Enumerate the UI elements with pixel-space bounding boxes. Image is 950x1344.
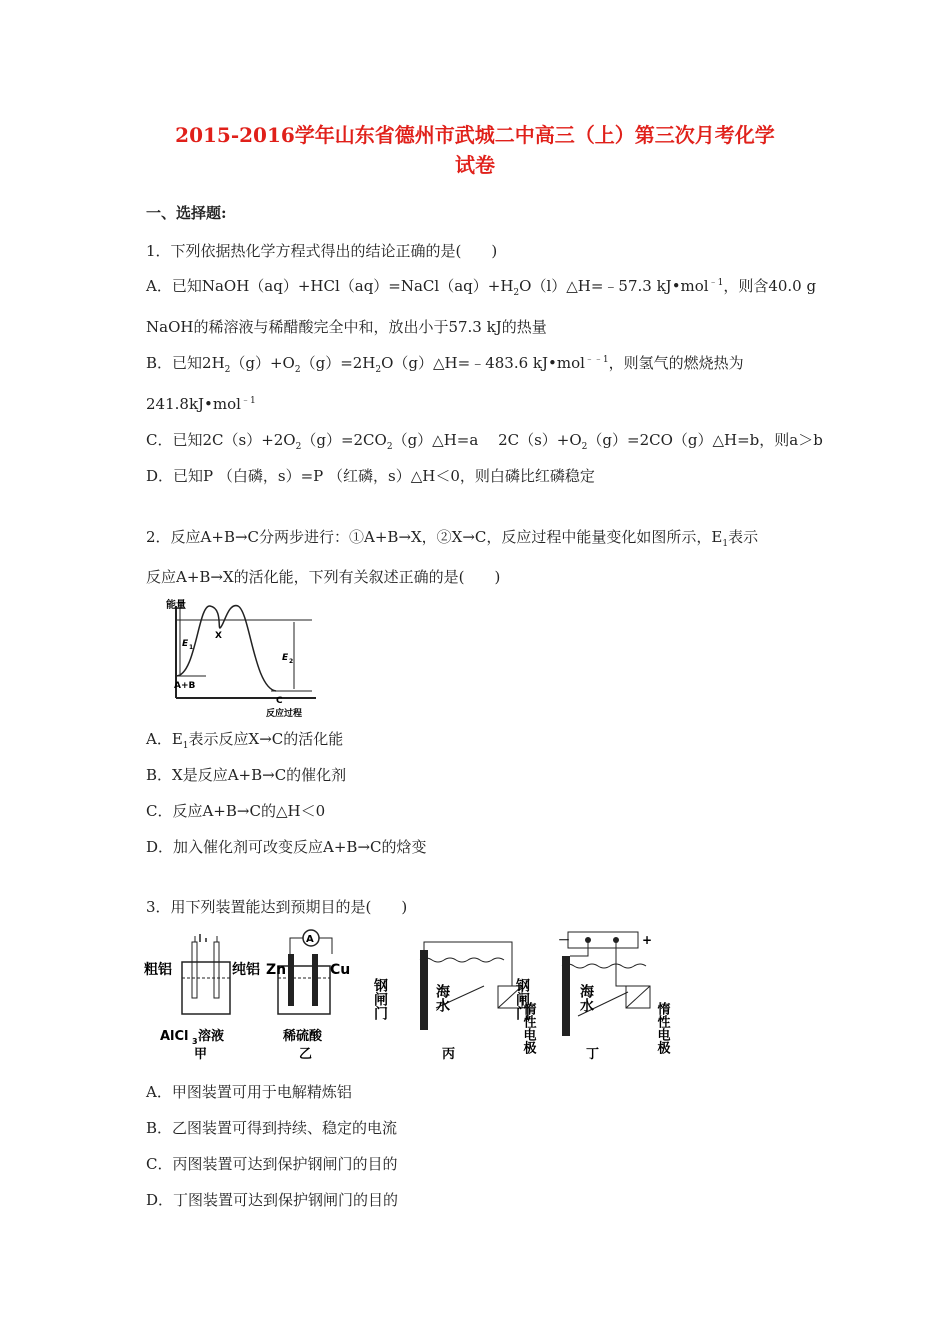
apparatus-yi [266, 930, 350, 1062]
q2-option-a: A．$E_1$表示反应X→C的活化能 [146, 730, 344, 751]
jia-right-label: 纯铝 [232, 962, 260, 978]
q1-stem: 1．下列依据热化学方程式得出的结论正确的是( ) [146, 242, 498, 260]
ding-gate: 钢闸门 [514, 978, 530, 1020]
yi-cu: Cu [330, 962, 351, 978]
q2-stem-line1: 2．反应A+B→C分两步进行：①A+B→X，②X→C，反应过程中能量变化如图所示，$E_1$表示 [146, 528, 759, 549]
jia-left-label: 粗铝 [144, 962, 172, 978]
apparatus-jia [144, 934, 260, 1062]
bing-sea: 海水 [434, 984, 450, 1012]
energy-axis-label: 能量 [166, 600, 186, 611]
q1-option-b-line2: 241.8kJ•mol$^{﹣1}$ [146, 395, 256, 413]
q2-option-b: B．X是反应A+B→C的催化剂 [146, 766, 347, 784]
q1-option-a-line2: NaOH的稀溶液与稀醋酸完全中和，放出小于57.3 kJ的热量 [146, 318, 547, 336]
q2-stem-line2: 反应A+B→X的活化能，下列有关叙述正确的是( ) [146, 568, 501, 586]
q2-option-c: C．反应A+B→C的△H＜0 [146, 802, 326, 820]
document-title-cont: 试卷 [455, 153, 495, 177]
q1-option-d: D．已知P （白磷，s）=P （红磷，s）△H＜0，则白磷比红磷稳定 [146, 467, 595, 485]
q3-option-d: D．丁图装置可达到保护钢闸门的目的 [146, 1191, 399, 1209]
x-label: X [215, 631, 222, 641]
yi-zn: Zn [266, 962, 287, 978]
q3-option-a: A．甲图装置可用于电解精炼铝 [146, 1083, 352, 1101]
jia-caption: 甲 [194, 1047, 208, 1062]
e2-sub: 2 [289, 658, 294, 665]
e1-label: E [182, 639, 189, 649]
bing-electrode: 惰性电极 [520, 1002, 536, 1054]
ding-electrode: 惰性电极 [654, 1002, 670, 1054]
ding-sea: 海水 [578, 984, 594, 1012]
yi-solution: 稀硫酸 [283, 1029, 323, 1044]
apparatus-figure [140, 928, 680, 1070]
e1-sub: 1 [189, 644, 194, 651]
q2-option-d: D．加入催化剂可改变反应A+B→C的焓变 [146, 838, 427, 856]
ding-caption: 丁 [586, 1047, 600, 1062]
yi-caption: 乙 [299, 1047, 313, 1062]
q1-option-a-line1: A．已知$NaOH(aq)+HCl(aq)=NaCl(aq)+H_2O(l)\triangle H=﹣57.3$ kJ•mol$^{﹣1}$，则含40.0 g [146, 277, 817, 298]
c-label: C [276, 696, 283, 706]
jia-sub: 3 [192, 1037, 198, 1046]
section-heading: 一、选择题: [146, 204, 227, 222]
ab-label: A+B [174, 681, 196, 691]
q1-option-b-line1: B．已知$2H_2(g)+O_2(g)=2H_2O(g)\triangle H=﹣483.6$ kJ•mol$^{﹣﹣1}$，则氢气的燃烧热为 [146, 354, 744, 375]
jia-solution-2: 溶液 [198, 1029, 225, 1044]
reaction-axis-label: 反应过程 [266, 709, 303, 719]
q3-stem: 3．用下列装置能达到预期目的是( ) [146, 898, 408, 916]
jia-solution: AlCl [160, 1029, 189, 1044]
apparatus-ding [514, 932, 671, 1062]
apparatus-bing [372, 942, 537, 1062]
energy-diagram [166, 598, 326, 720]
yi-ammeter: A [306, 934, 314, 945]
ding-minus: － [558, 933, 571, 947]
ding-plus: + [642, 933, 653, 947]
q3-option-b: B．乙图装置可得到持续、稳定的电流 [146, 1119, 398, 1137]
q3-option-c: C．丙图装置可达到保护钢闸门的目的 [146, 1155, 398, 1173]
bing-gate: 钢闸门 [372, 978, 388, 1020]
q1-option-c: C．已知$2C(s)+2O_2(g)=2CO_2(g)\triangle H=a$ $2C(s)+O_2(g)=2CO(g)\triangle H=b$，则a＞b [146, 431, 823, 452]
bing-caption: 丙 [442, 1047, 456, 1062]
document-title: 2015-2016学年山东省德州市武城二中高三（上）第三次月考化学 [175, 123, 775, 147]
e2-label: E [282, 653, 289, 663]
